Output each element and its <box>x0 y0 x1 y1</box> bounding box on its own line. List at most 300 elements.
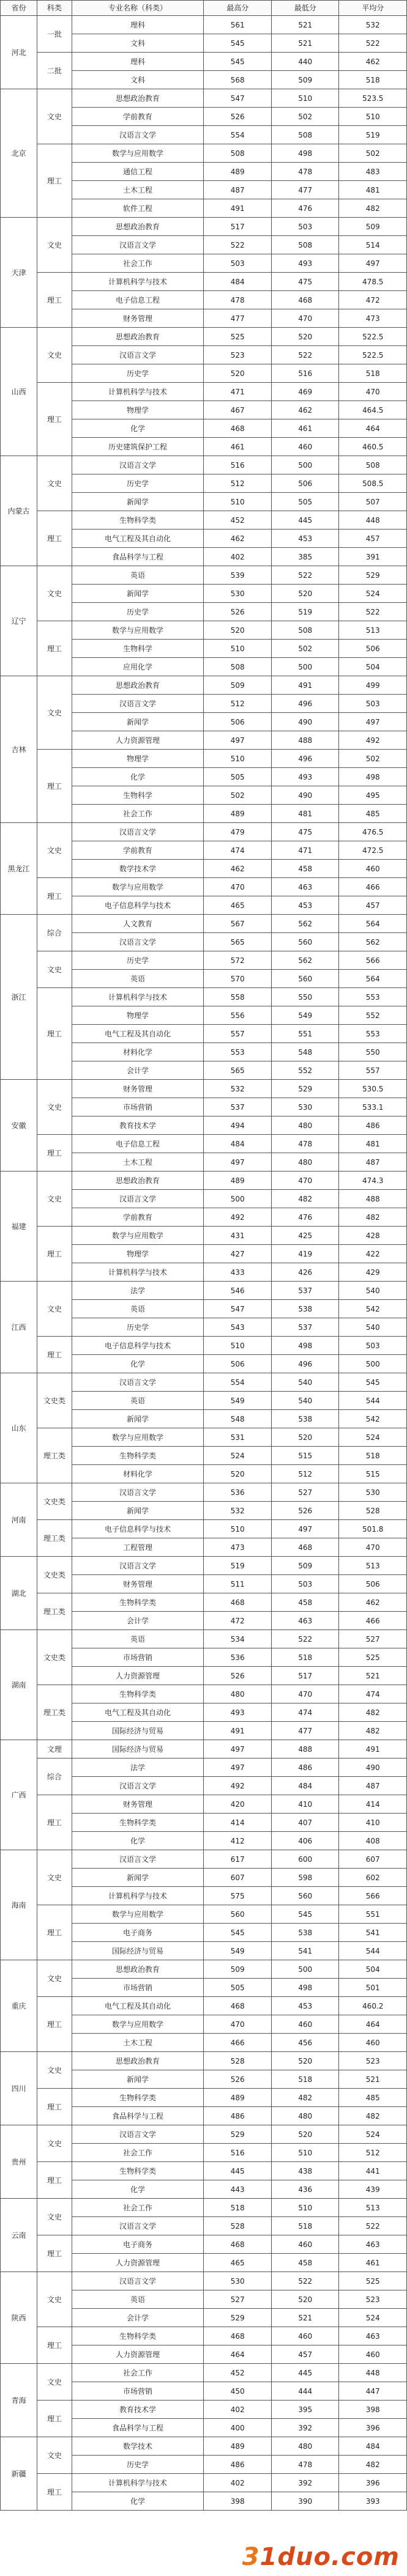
table-row <box>1 1905 407 1924</box>
avg-score-cell: 486 <box>339 1116 407 1135</box>
max-score-cell: 546 <box>204 1282 271 1300</box>
avg-score-cell: 476.5 <box>339 823 407 841</box>
min-score-cell: 460 <box>271 438 338 456</box>
avg-score-cell: 562 <box>339 933 407 951</box>
table-row <box>1 218 407 236</box>
min-score-cell: 515 <box>271 1447 338 1465</box>
avg-score-cell: 499 <box>339 676 407 695</box>
major-cell: 生物科学类 <box>72 1447 204 1465</box>
max-score-cell: 503 <box>204 254 271 273</box>
major-cell: 社会工作 <box>72 254 204 273</box>
major-cell: 汉语言文学 <box>72 126 204 144</box>
major-cell: 思想政治教育 <box>72 2052 204 2070</box>
major-cell: 思想政治教育 <box>72 89 204 108</box>
avg-score-cell: 533.1 <box>339 1098 407 1116</box>
table-row <box>1 566 407 585</box>
major-cell: 电子商务 <box>72 1924 204 1942</box>
table-header-row <box>1 1 407 16</box>
major-cell: 新闻学 <box>72 1502 204 1520</box>
major-cell: 生物科学 <box>72 786 204 805</box>
avg-score-cell: 564 <box>339 915 407 933</box>
max-score-cell: 497 <box>204 731 271 750</box>
avg-score-cell: 481 <box>339 1135 407 1153</box>
major-cell: 化学 <box>72 2180 204 2199</box>
min-score-cell: 503 <box>271 218 338 236</box>
avg-score-cell: 544 <box>339 1942 407 1960</box>
table-row <box>1 2089 407 2107</box>
min-score-cell: 475 <box>271 823 338 841</box>
avg-score-cell: 518 <box>339 71 407 89</box>
max-score-cell: 452 <box>204 2364 271 2382</box>
major-cell: 英语 <box>72 1300 204 1318</box>
major-cell: 计算机科学与技术 <box>72 1887 204 1905</box>
max-score-cell: 565 <box>204 1061 271 1080</box>
major-cell: 生物科学 <box>72 640 204 658</box>
min-score-cell: 529 <box>271 1080 338 1098</box>
avg-score-cell: 552 <box>339 1006 407 1025</box>
min-score-cell: 468 <box>271 1538 338 1557</box>
min-score-cell: 480 <box>271 2437 338 2456</box>
major-cell: 新闻学 <box>72 713 204 731</box>
max-score-cell: 464 <box>204 2345 271 2364</box>
major-cell: 汉语言文学 <box>72 236 204 254</box>
major-cell: 理科 <box>72 16 204 34</box>
min-score-cell: 392 <box>271 2419 338 2437</box>
category-cell: 文理 <box>37 1740 72 1759</box>
max-score-cell: 468 <box>204 2327 271 2345</box>
max-score-cell: 452 <box>204 511 271 530</box>
province-cell: 安徽 <box>1 1080 37 1172</box>
min-score-cell: 508 <box>271 621 338 640</box>
min-score-cell: 453 <box>271 1997 338 2015</box>
min-score-cell: 440 <box>271 53 338 71</box>
category-cell: 文史 <box>37 2272 72 2327</box>
avg-score-cell: 521 <box>339 2070 407 2089</box>
avg-score-cell: 482 <box>339 2456 407 2474</box>
min-score-cell: 512 <box>271 1465 338 1483</box>
min-score-cell: 458 <box>271 2254 338 2272</box>
category-cell: 文史 <box>37 1282 72 1337</box>
avg-score-cell: 513 <box>339 1557 407 1575</box>
avg-score-cell: 482 <box>339 2107 407 2125</box>
max-score-cell: 489 <box>204 805 271 823</box>
avg-score-cell: 478.5 <box>339 273 407 291</box>
table-row <box>1 988 407 1006</box>
avg-score-cell: 422 <box>339 1245 407 1263</box>
min-score-cell: 476 <box>271 199 338 218</box>
avg-score-cell: 483 <box>339 163 407 181</box>
avg-score-cell: 460 <box>339 860 407 878</box>
avg-score-cell: 470 <box>339 383 407 401</box>
major-cell: 工程管理 <box>72 1538 204 1557</box>
table-row <box>1 328 407 346</box>
major-cell: 化学 <box>72 419 204 438</box>
avg-score-cell: 470 <box>339 1538 407 1557</box>
avg-score-cell: 522 <box>339 2217 407 2235</box>
min-score-cell: 522 <box>271 346 338 364</box>
major-cell: 汉语言文学 <box>72 933 204 951</box>
min-score-cell: 538 <box>271 1300 338 1318</box>
category-cell: 理工 <box>37 511 72 566</box>
major-cell: 数学与应用数学 <box>72 621 204 640</box>
min-score-cell: 516 <box>271 364 338 383</box>
avg-score-cell: 490 <box>339 1759 407 1777</box>
min-score-cell: 549 <box>271 1006 338 1025</box>
table-row <box>1 1135 407 1153</box>
min-score-cell: 407 <box>271 1814 338 1832</box>
max-score-cell: 443 <box>204 2180 271 2199</box>
max-score-cell: 484 <box>204 1135 271 1153</box>
avg-score-cell: 513 <box>339 621 407 640</box>
major-cell: 汉语言文学 <box>72 2272 204 2290</box>
province-cell: 青海 <box>1 2364 37 2437</box>
table-row <box>1 878 407 896</box>
max-score-cell: 461 <box>204 438 271 456</box>
category-cell: 理工类 <box>37 1428 72 1483</box>
category-cell: 文史类 <box>37 1373 72 1428</box>
min-score-cell: 540 <box>271 1373 338 1392</box>
major-cell: 英语 <box>72 1392 204 1410</box>
major-cell: 食品科学与工程 <box>72 2107 204 2125</box>
avg-score-cell: 460 <box>339 2345 407 2364</box>
avg-score-cell: 408 <box>339 1832 407 1850</box>
max-score-cell: 617 <box>204 1850 271 1869</box>
table-row <box>1 16 407 34</box>
avg-score-cell: 524 <box>339 1428 407 1447</box>
max-score-cell: 545 <box>204 1924 271 1942</box>
province-cell: 内蒙古 <box>1 456 37 566</box>
min-score-cell: 521 <box>271 16 338 34</box>
major-cell: 数学技术学 <box>72 860 204 878</box>
avg-score-cell: 482 <box>339 1722 407 1740</box>
min-score-cell: 470 <box>271 1685 338 1703</box>
avg-score-cell: 509 <box>339 218 407 236</box>
major-cell: 软件工程 <box>72 199 204 218</box>
min-score-cell: 436 <box>271 2180 338 2199</box>
major-cell: 新闻学 <box>72 1869 204 1887</box>
min-score-cell: 390 <box>271 2492 338 2511</box>
min-score-cell: 518 <box>271 2217 338 2235</box>
max-score-cell: 539 <box>204 566 271 585</box>
province-cell: 陕西 <box>1 2272 37 2364</box>
avg-score-cell: 507 <box>339 493 407 511</box>
min-score-cell: 475 <box>271 273 338 291</box>
major-cell: 化学 <box>72 768 204 786</box>
major-cell: 电气工程及其自动化 <box>72 530 204 548</box>
max-score-cell: 549 <box>204 1392 271 1410</box>
min-score-cell: 484 <box>271 1777 338 1795</box>
category-cell: 理工 <box>37 2235 72 2272</box>
max-score-cell: 528 <box>204 2217 271 2235</box>
province-cell: 辽宁 <box>1 566 37 676</box>
max-score-cell: 509 <box>204 1960 271 1979</box>
major-cell: 人力资源管理 <box>72 2345 204 2364</box>
category-cell: 文史 <box>37 676 72 750</box>
min-score-cell: 540 <box>271 1392 338 1410</box>
avg-score-cell: 482 <box>339 1208 407 1227</box>
table-row <box>1 89 407 108</box>
max-score-cell: 414 <box>204 1814 271 1832</box>
avg-score-cell: 566 <box>339 951 407 970</box>
max-score-cell: 486 <box>204 2456 271 2474</box>
avg-score-cell: 460 <box>339 2034 407 2052</box>
avg-score-cell: 501.8 <box>339 1520 407 1538</box>
avg-score-cell: 525 <box>339 2272 407 2290</box>
avg-score-cell: 439 <box>339 2180 407 2199</box>
avg-score-cell: 461 <box>339 2254 407 2272</box>
category-cell: 文史 <box>37 2052 72 2089</box>
min-score-cell: 476 <box>271 1208 338 1227</box>
min-score-cell: 510 <box>271 89 338 108</box>
avg-score-cell: 462 <box>339 1593 407 1612</box>
min-score-cell: 598 <box>271 1869 338 1887</box>
category-cell: 文史 <box>37 2125 72 2162</box>
min-score-cell: 530 <box>271 1098 338 1116</box>
max-score-cell: 534 <box>204 1630 271 1648</box>
avg-score-cell: 466 <box>339 878 407 896</box>
major-cell: 国际经济与贸易 <box>72 1722 204 1740</box>
category-cell: 理工 <box>37 383 72 456</box>
major-cell: 历史学 <box>72 474 204 493</box>
major-cell: 食品科学与工程 <box>72 548 204 566</box>
table-row <box>1 915 407 933</box>
min-score-cell: 552 <box>271 1061 338 1080</box>
avg-score-cell: 466 <box>339 1612 407 1630</box>
max-score-cell: 549 <box>204 1942 271 1960</box>
major-cell: 文科 <box>72 34 204 53</box>
max-score-cell: 492 <box>204 1208 271 1227</box>
max-score-cell: 471 <box>204 383 271 401</box>
max-score-cell: 526 <box>204 2070 271 2089</box>
min-score-cell: 491 <box>271 676 338 695</box>
major-cell: 会计学 <box>72 1612 204 1630</box>
avg-score-cell: 527 <box>339 1630 407 1648</box>
max-score-cell: 468 <box>204 1997 271 2015</box>
max-score-cell: 520 <box>204 364 271 383</box>
avg-score-cell: 530 <box>339 1483 407 1502</box>
max-score-cell: 561 <box>204 16 271 34</box>
min-score-cell: 426 <box>271 1263 338 1282</box>
max-score-cell: 565 <box>204 933 271 951</box>
major-cell: 社会工作 <box>72 2144 204 2162</box>
watermark-number: 3 <box>242 2543 260 2571</box>
max-score-cell: 465 <box>204 896 271 915</box>
max-score-cell: 473 <box>204 1538 271 1557</box>
category-cell: 文史 <box>37 328 72 383</box>
avg-score-cell: 463 <box>339 2327 407 2345</box>
major-cell: 应用化学 <box>72 658 204 676</box>
province-cell: 黑龙江 <box>1 823 37 915</box>
avg-score-cell: 502 <box>339 750 407 768</box>
province-cell: 吉林 <box>1 676 37 823</box>
avg-score-cell: 414 <box>339 1795 407 1814</box>
category-cell: 文史 <box>37 2199 72 2235</box>
avg-score-cell: 525 <box>339 1648 407 1667</box>
major-cell: 学前教育 <box>72 108 204 126</box>
province-cell: 山西 <box>1 328 37 456</box>
table-row <box>1 1428 407 1447</box>
avg-score-cell: 497 <box>339 254 407 273</box>
table-row <box>1 2052 407 2070</box>
avg-score-cell: 497 <box>339 713 407 731</box>
min-score-cell: 490 <box>271 713 338 731</box>
avg-score-cell: 464 <box>339 419 407 438</box>
major-cell: 生物科学类 <box>72 1593 204 1612</box>
avg-score-cell: 524 <box>339 2309 407 2327</box>
min-score-cell: 500 <box>271 456 338 474</box>
header-min-score: 最低分 <box>271 1 338 16</box>
category-cell: 理工 <box>37 621 72 676</box>
avg-score-cell: 602 <box>339 1869 407 1887</box>
major-cell: 新闻学 <box>72 1410 204 1428</box>
avg-score-cell: 506 <box>339 1575 407 1593</box>
province-cell: 河南 <box>1 1483 37 1557</box>
min-score-cell: 419 <box>271 1245 338 1263</box>
major-cell: 学前教育 <box>72 841 204 860</box>
table-row <box>1 2437 407 2456</box>
min-score-cell: 460 <box>271 2235 338 2254</box>
avg-score-cell: 460.5 <box>339 438 407 456</box>
major-cell: 学前教育 <box>72 1208 204 1227</box>
major-cell: 汉语言文学 <box>72 1850 204 1869</box>
category-cell: 理工 <box>37 2327 72 2364</box>
max-score-cell: 510 <box>204 640 271 658</box>
max-score-cell: 510 <box>204 750 271 768</box>
min-score-cell: 486 <box>271 1759 338 1777</box>
avg-score-cell: 396 <box>339 2474 407 2492</box>
max-score-cell: 510 <box>204 1337 271 1355</box>
min-score-cell: 526 <box>271 1502 338 1520</box>
major-cell: 汉语言文学 <box>72 1483 204 1502</box>
avg-score-cell: 472.5 <box>339 841 407 860</box>
major-cell: 物理学 <box>72 1245 204 1263</box>
min-score-cell: 560 <box>271 933 338 951</box>
major-cell: 化学 <box>72 1355 204 1373</box>
max-score-cell: 497 <box>204 1740 271 1759</box>
major-cell: 会计学 <box>72 2309 204 2327</box>
major-cell: 电气工程及其自动化 <box>72 1703 204 1722</box>
table-row <box>1 1960 407 1979</box>
min-score-cell: 395 <box>271 2401 338 2419</box>
major-cell: 计算机科学与技术 <box>72 383 204 401</box>
max-score-cell: 431 <box>204 1227 271 1245</box>
category-cell: 文史 <box>37 218 72 273</box>
major-cell: 英语 <box>72 2290 204 2309</box>
table-row <box>1 621 407 640</box>
avg-score-cell: 429 <box>339 1263 407 1282</box>
avg-score-cell: 472 <box>339 291 407 309</box>
avg-score-cell: 542 <box>339 1300 407 1318</box>
table-row <box>1 1373 407 1392</box>
major-cell: 电子信息科学与技术 <box>72 1337 204 1355</box>
province-cell: 湖南 <box>1 1630 37 1740</box>
province-cell: 广西 <box>1 1740 37 1850</box>
category-cell: 理工 <box>37 878 72 915</box>
site-watermark-logo <box>242 2543 400 2571</box>
avg-score-cell: 514 <box>339 236 407 254</box>
min-score-cell: 478 <box>271 2456 338 2474</box>
min-score-cell: 560 <box>271 970 338 988</box>
max-score-cell: 557 <box>204 1025 271 1043</box>
max-score-cell: 520 <box>204 621 271 640</box>
major-cell: 社会工作 <box>72 2199 204 2217</box>
avg-score-cell: 551 <box>339 1905 407 1924</box>
table-row <box>1 1227 407 1245</box>
province-cell: 湖北 <box>1 1557 37 1630</box>
max-score-cell: 554 <box>204 126 271 144</box>
max-score-cell: 505 <box>204 1979 271 1997</box>
avg-score-cell: 498 <box>339 768 407 786</box>
min-score-cell: 520 <box>271 2290 338 2309</box>
max-score-cell: 529 <box>204 2125 271 2144</box>
major-cell: 生物科学类 <box>72 511 204 530</box>
min-score-cell: 496 <box>271 750 338 768</box>
table-row <box>1 2125 407 2144</box>
min-score-cell: 445 <box>271 511 338 530</box>
max-score-cell: 519 <box>204 1557 271 1575</box>
avg-score-cell: 393 <box>339 2492 407 2511</box>
max-score-cell: 462 <box>204 530 271 548</box>
min-score-cell: 462 <box>271 401 338 419</box>
max-score-cell: 568 <box>204 71 271 89</box>
min-score-cell: 425 <box>271 1227 338 1245</box>
min-score-cell: 510 <box>271 2199 338 2217</box>
table-row <box>1 1172 407 1190</box>
category-cell: 一批 <box>37 16 72 53</box>
min-score-cell: 480 <box>271 1116 338 1135</box>
avg-score-cell: 506 <box>339 640 407 658</box>
category-cell: 文史类 <box>37 1630 72 1685</box>
max-score-cell: 400 <box>204 2419 271 2437</box>
min-score-cell: 520 <box>271 1428 338 1447</box>
avg-score-cell: 391 <box>339 548 407 566</box>
max-score-cell: 491 <box>204 199 271 218</box>
category-cell: 理工 <box>37 2401 72 2437</box>
max-score-cell: 529 <box>204 2309 271 2327</box>
min-score-cell: 537 <box>271 1282 338 1300</box>
max-score-cell: 556 <box>204 1006 271 1025</box>
min-score-cell: 537 <box>271 1318 338 1337</box>
category-cell: 文史 <box>37 89 72 144</box>
major-cell: 电气工程及其自动化 <box>72 1025 204 1043</box>
province-cell: 四川 <box>1 2052 37 2125</box>
category-cell: 文史 <box>37 456 72 511</box>
avg-score-cell: 504 <box>339 1960 407 1979</box>
min-score-cell: 385 <box>271 548 338 566</box>
major-cell: 电气工程及其自动化 <box>72 1997 204 2015</box>
max-score-cell: 560 <box>204 1905 271 1924</box>
min-score-cell: 477 <box>271 181 338 199</box>
major-cell: 教育技术学 <box>72 2401 204 2419</box>
major-cell: 数学与应用数学 <box>72 1905 204 1924</box>
header-province: 省份 <box>1 1 37 16</box>
avg-score-cell: 491 <box>339 1740 407 1759</box>
avg-score-cell: 508.5 <box>339 474 407 493</box>
avg-score-cell: 544 <box>339 1392 407 1410</box>
max-score-cell: 505 <box>204 768 271 786</box>
max-score-cell: 510 <box>204 1520 271 1538</box>
avg-score-cell: 523.5 <box>339 89 407 108</box>
max-score-cell: 572 <box>204 951 271 970</box>
min-score-cell: 463 <box>271 878 338 896</box>
max-score-cell: 508 <box>204 144 271 163</box>
max-score-cell: 526 <box>204 603 271 621</box>
max-score-cell: 545 <box>204 53 271 71</box>
max-score-cell: 512 <box>204 474 271 493</box>
major-cell: 化学 <box>72 1832 204 1850</box>
avg-score-cell: 530.5 <box>339 1080 407 1098</box>
province-cell: 山东 <box>1 1373 37 1483</box>
